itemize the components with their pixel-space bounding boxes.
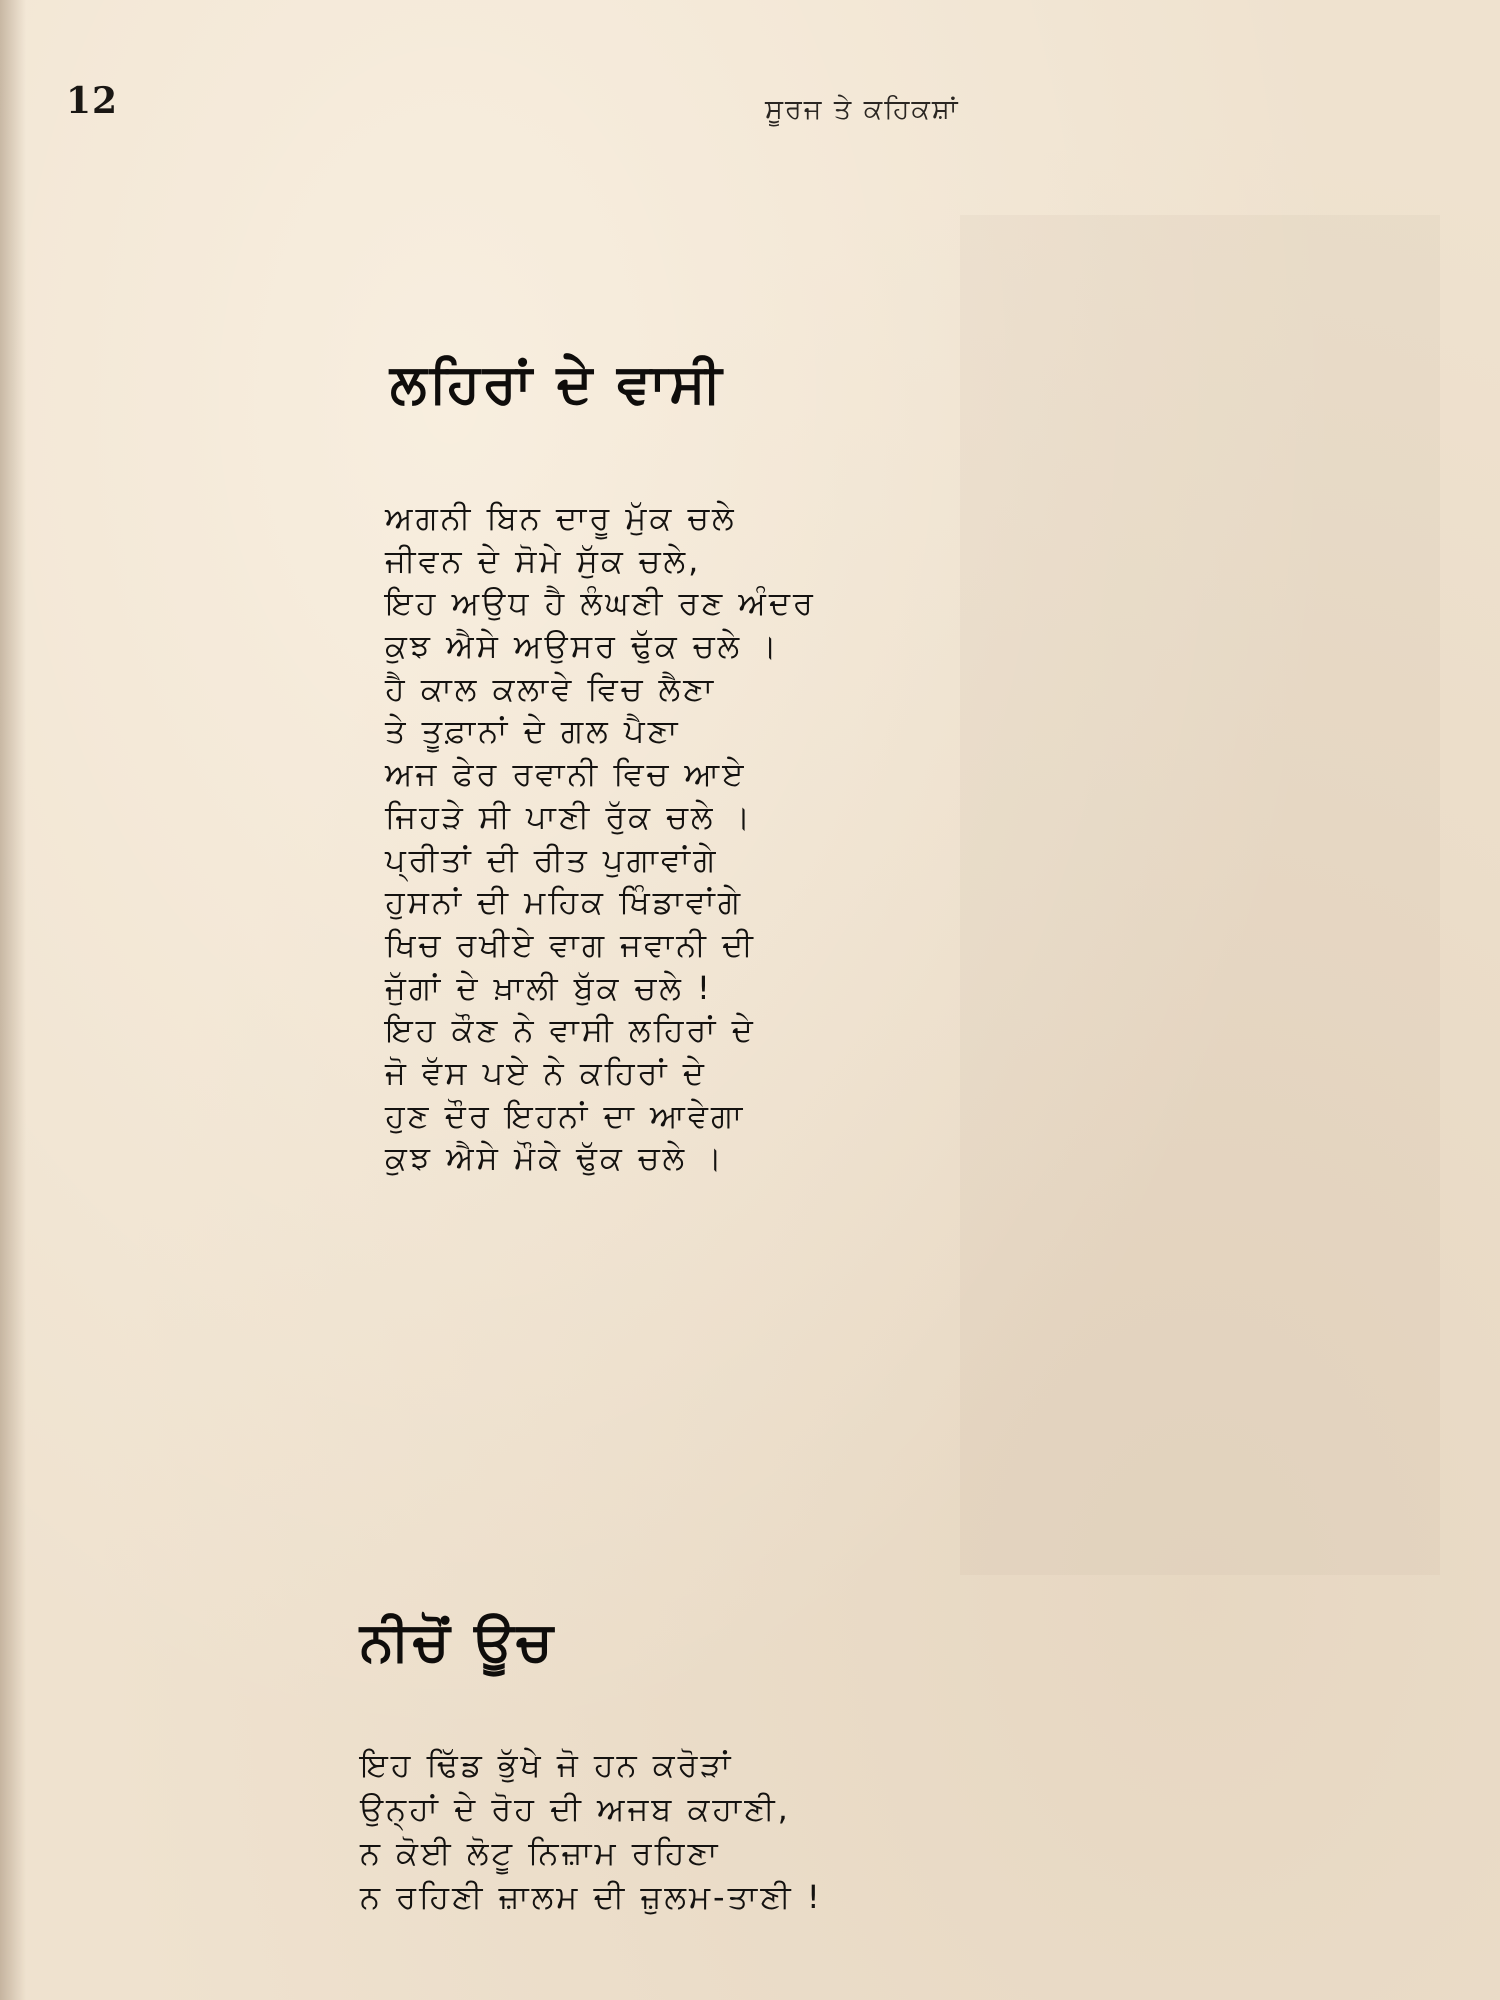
page-number: 12 — [66, 80, 119, 122]
page-gutter-shadow — [0, 0, 26, 2000]
poem-title: ਨੀਚੋਂ ਊਚ — [360, 1610, 556, 1673]
poem-line: ਨ ਰਹਿਣੀ ਜ਼ਾਲਮ ਦੀ ਜ਼ੁਲਮ-ਤਾਣੀ ! — [360, 1878, 823, 1916]
poem-title: ਲਹਿਰਾਂ ਦੇ ਵਾਸੀ — [390, 352, 725, 415]
poem-line: ਕੁਝ ਐਸੇ ਅਉਸਰ ਢੁੱਕ ਚਲੇ । — [385, 627, 780, 666]
poem-line: ਹੈ ਕਾਲ ਕਲਾਵੇ ਵਿਚ ਲੈਣਾ — [385, 669, 717, 708]
poem-line: ਕੁਝ ਐਸੇ ਮੌਕੇ ਢੁੱਕ ਚਲੇ । — [385, 1139, 725, 1178]
poem-line: ਇਹ ਅਉਧ ਹੈ ਲੰਘਣੀ ਰਣ ਅੰਦਰ — [385, 584, 816, 623]
poem-line: ਹੁਣ ਦੌਰ ਇਹਨਾਂ ਦਾ ਆਵੇਗਾ — [385, 1096, 746, 1135]
poem-line: ਜੀਵਨ ਦੇ ਸੋਮੇ ਸੁੱਕ ਚਲੇ, — [385, 541, 702, 580]
poem-line: ਤੇ ਤੂਫ਼ਾਨਾਂ ਦੇ ਗਲ ਪੈਣਾ — [385, 712, 681, 751]
show-through-area — [960, 215, 1440, 1575]
poem-line: ਖਿਚ ਰਖੀਏ ਵਾਗ ਜਵਾਨੀ ਦੀ — [385, 925, 756, 964]
poem-line: ਇਹ ਕੌਣ ਨੇ ਵਾਸੀ ਲਹਿਰਾਂ ਦੇ — [385, 1011, 756, 1050]
poem-line: ਪ੍ਰੀਤਾਂ ਦੀ ਰੀਤ ਪੁਗਾਵਾਂਗੇ — [385, 840, 719, 879]
poem-line: ਉਨ੍ਹਾਂ ਦੇ ਰੋਹ ਦੀ ਅਜਬ ਕਹਾਣੀ, — [360, 1790, 791, 1828]
poem-line: ਹੁਸਨਾਂ ਦੀ ਮਹਿਕ ਖਿੰਡਾਵਾਂਗੇ — [385, 883, 744, 922]
poem-line: ਇਹ ਢਿੱਡ ਭੁੱਖੇ ਜੋ ਹਨ ਕਰੋੜਾਂ — [360, 1746, 734, 1784]
poem-line: ਅਜ ਫੇਰ ਰਵਾਨੀ ਵਿਚ ਆਏ — [385, 755, 747, 794]
running-head: ਸੂਰਜ ਤੇ ਕਹਿਕਸ਼ਾਂ — [765, 94, 960, 125]
poem-line: ਅਗਨੀ ਬਿਨ ਦਾਰੂ ਮੁੱਕ ਚਲੇ — [385, 499, 737, 537]
poem-line: ਜਿਹੜੇ ਸੀ ਪਾਣੀ ਰੁੱਕ ਚਲੇ । — [385, 797, 754, 836]
poem-line: ਨ ਕੋਈ ਲੋਟੂ ਨਿਜ਼ਾਮ ਰਹਿਣਾ — [360, 1834, 721, 1872]
poem-line: ਜੋ ਵੱਸ ਪਏ ਨੇ ਕਹਿਰਾਂ ਦੇ — [385, 1053, 707, 1092]
poem-line: ਜੁੱਗਾਂ ਦੇ ਖ਼ਾਲੀ ਬੁੱਕ ਚਲੇ ! — [385, 968, 713, 1007]
poem-body — [385, 497, 816, 1180]
poem-body — [360, 1743, 823, 1919]
